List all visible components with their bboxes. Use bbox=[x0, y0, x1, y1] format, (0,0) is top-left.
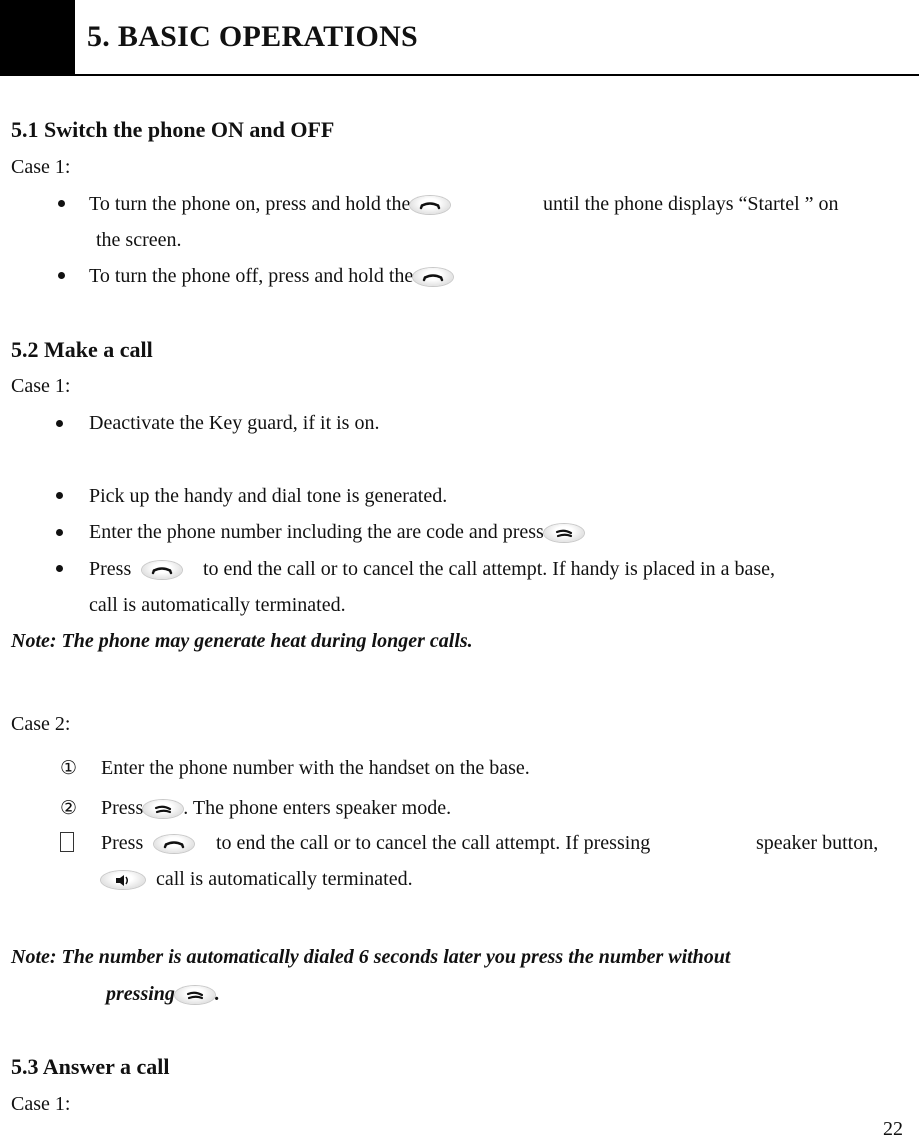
step-text: Press bbox=[101, 832, 199, 855]
list-item-text: Pick up the handy and dial tone is generated. bbox=[89, 485, 448, 507]
bullet-dot bbox=[58, 200, 65, 207]
case-label: Case 2: bbox=[11, 713, 71, 735]
step-text: call is automatically terminated. bbox=[101, 868, 413, 891]
list-item-text: until the phone displays “Startel ” on bbox=[543, 193, 839, 215]
end-call-key-icon bbox=[154, 835, 194, 853]
bullet-dot bbox=[56, 492, 63, 499]
section-5-3-heading: 5.3 Answer a call bbox=[11, 1054, 170, 1079]
step-number: ① bbox=[60, 757, 78, 779]
list-item: Press bbox=[89, 558, 187, 581]
end-call-key-icon bbox=[142, 561, 182, 579]
list-item: To turn the phone off, press and hold the bbox=[89, 265, 453, 288]
list-item-text: Deactivate the Key guard, if it is on. bbox=[89, 412, 380, 434]
step-text: to end the call or to cancel the call attempt. If pressing bbox=[216, 832, 651, 854]
step-number-box bbox=[60, 832, 74, 852]
note-auto-dial-cont: pressing . bbox=[106, 983, 220, 1005]
list-item: To turn the phone on, press and hold the bbox=[89, 193, 450, 216]
bullet-dot bbox=[58, 272, 65, 279]
talk-key-icon bbox=[175, 986, 215, 1004]
end-call-key-icon bbox=[413, 268, 453, 286]
bullet-dot bbox=[56, 565, 63, 572]
speaker-key-icon bbox=[101, 871, 145, 889]
section-5-2-heading: 5.2 Make a call bbox=[11, 337, 153, 362]
list-item-text: to end the call or to cancel the call attempt. If handy is placed in a base, bbox=[203, 558, 775, 580]
note-heat: Note: The phone may generate heat during longer calls. bbox=[11, 630, 473, 652]
case-label: Case 1: bbox=[11, 375, 71, 397]
case-label: Case 1: bbox=[11, 1093, 71, 1115]
talk-key-icon bbox=[544, 524, 584, 542]
bullet-dot bbox=[56, 529, 63, 536]
header-rule bbox=[0, 74, 919, 76]
step-text: Enter the phone number with the handset on the base. bbox=[101, 757, 530, 779]
list-item-text: the screen. bbox=[96, 229, 182, 251]
header-black-block bbox=[0, 0, 75, 74]
bullet-dot bbox=[56, 420, 63, 427]
section-5-1-heading: 5.1 Switch the phone ON and OFF bbox=[11, 117, 335, 142]
page-number: 22 bbox=[883, 1118, 903, 1140]
list-item: Enter the phone number including the are code and press bbox=[89, 521, 584, 544]
step-text: speaker button, bbox=[756, 832, 879, 854]
list-item-text: call is automatically terminated. bbox=[89, 594, 346, 616]
end-call-key-icon bbox=[410, 196, 450, 214]
talk-key-icon bbox=[143, 800, 183, 818]
case-label: Case 1: bbox=[11, 156, 71, 178]
step-text: Press . The phone enters speaker mode. bbox=[101, 797, 452, 819]
page-title: 5. BASIC OPERATIONS bbox=[87, 20, 419, 53]
note-auto-dial: Note: The number is automatically dialed 6 seconds later you press the number without bbox=[11, 946, 731, 968]
step-number: ② bbox=[60, 797, 78, 819]
